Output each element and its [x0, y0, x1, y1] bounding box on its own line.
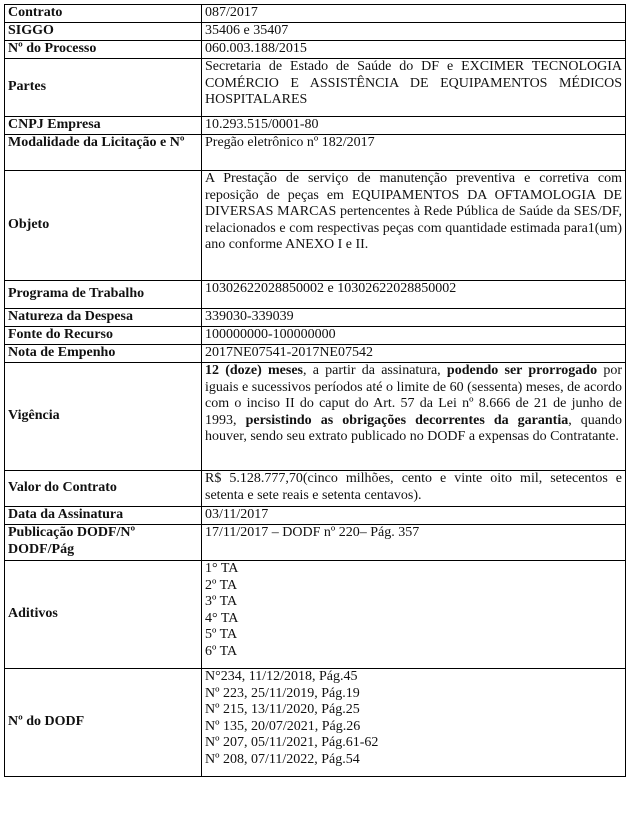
value-natureza: 339030-339039	[202, 309, 626, 327]
label-assinatura: Data da Assinatura	[5, 507, 202, 525]
dodf-item: N°234, 11/12/2018, Pág.45	[205, 669, 358, 684]
value-fonte: 100000000-100000000	[202, 327, 626, 345]
value-processo: 060.003.188/2015	[202, 41, 626, 59]
row-empenho	[5, 345, 626, 363]
label-partes: Partes	[5, 59, 202, 117]
row-fonte	[5, 327, 626, 345]
label-modalidade: Modalidade da Licitação e Nº	[5, 135, 202, 171]
value-aditivos	[202, 561, 626, 669]
value-assinatura: 03/11/2017	[202, 507, 626, 525]
value-vigencia	[202, 363, 626, 471]
row-siggo	[5, 23, 626, 41]
aditivo-item: 3º TA	[205, 594, 238, 609]
label-aditivos: Aditivos	[5, 561, 202, 669]
vigencia-prorrogacao: podendo ser prorrogado	[446, 363, 598, 378]
row-processo	[5, 41, 626, 59]
row-publicacao	[5, 525, 626, 561]
dodf-item: Nº 208, 07/11/2022, Pág.54	[205, 751, 360, 767]
row-contrato	[5, 5, 626, 23]
aditivo-item: 2º TA	[205, 577, 238, 593]
value-contrato: 087/2017	[202, 5, 626, 23]
dodf-item: Nº 135, 20/07/2021, Pág.26	[205, 718, 361, 734]
value-cnpj: 10.293.515/0001-80	[202, 117, 626, 135]
label-contrato: Contrato	[5, 5, 202, 23]
label-siggo: SIGGO	[5, 23, 202, 41]
label-valor: Valor do Contrato	[5, 471, 202, 507]
row-natureza	[5, 309, 626, 327]
aditivo-item: 4° TA	[205, 610, 239, 626]
dodf-item: Nº 223, 25/11/2019, Pág.19	[205, 685, 360, 701]
value-modalidade: Pregão eletrônico nº 182/2017	[202, 135, 626, 171]
vigencia-garantia: persistindo as obrigações decorrentes da garantia	[245, 412, 569, 428]
row-aditivos	[5, 561, 626, 669]
row-objeto	[5, 171, 626, 281]
value-siggo: 35406 e 35407	[202, 23, 626, 41]
row-cnpj	[5, 117, 626, 135]
aditivo-item: 5º TA	[205, 627, 238, 642]
value-valor: R$ 5.128.777,70(cinco milhões, cento e vinte oito mil, setecentos e setenta e sete reais e setenta centavos).	[202, 471, 626, 507]
vigencia-duration: 12 (doze) meses	[205, 363, 303, 378]
row-assinatura	[5, 507, 626, 525]
label-empenho: Nota de Empenho	[5, 345, 202, 363]
label-programa: Programa de Trabalho	[5, 281, 202, 309]
label-natureza: Natureza da Despesa	[5, 309, 202, 327]
vigencia-text-2: por iguais e sucessivos períodos até o limite de 60 (sessenta) meses, de acordo com o inciso II do caput do Art. 57 da Lei nº 8.666 de 21 de junho de 1993,	[205, 363, 622, 428]
value-empenho: 2017NE07541-2017NE07542	[202, 345, 626, 363]
label-dodf: Nº do DODF	[5, 669, 202, 777]
value-publicacao: 17/11/2017 – DODF nº 220– Pág. 357	[202, 525, 626, 561]
value-programa: 10302622028850002 e 10302622028850002	[202, 281, 626, 309]
value-dodf	[202, 669, 626, 777]
label-vigencia: Vigência	[5, 363, 202, 471]
label-cnpj: CNPJ Empresa	[5, 117, 202, 135]
row-modalidade	[5, 135, 626, 171]
contract-summary-table	[4, 4, 626, 777]
row-programa	[5, 281, 626, 309]
vigencia-text-3: , quando houver, sendo seu extrato publicado no DODF a expensas do Contratante.	[205, 412, 623, 444]
label-publicacao: Publicação DODF/Nº DODF/Pág	[5, 525, 202, 561]
row-valor	[5, 471, 626, 507]
aditivo-item: 1° TA	[205, 561, 239, 576]
row-vigencia	[5, 363, 626, 471]
vigencia-text-1: , a partir da assinatura,	[303, 363, 447, 378]
label-processo: Nº do Processo	[5, 41, 202, 59]
dodf-item: Nº 207, 05/11/2021, Pág.61-62	[205, 735, 379, 750]
aditivo-item: 6º TA	[205, 643, 238, 659]
value-objeto: A Prestação de serviço de manutenção preventiva e corretiva com reposição de peças em EQUIPAMENTOS DA OFTAMOLOGIA DE DIVERSAS MARCAS pertencentes à Rede Pública de Saúde da SES/DF, relacionados e com respectivas peças com quantidade estimada para1(um) ano conforme ANEXO I e II.	[202, 171, 626, 281]
label-fonte: Fonte do Recurso	[5, 327, 202, 345]
dodf-item: Nº 215, 13/11/2020, Pág.25	[205, 702, 360, 717]
value-partes: Secretaria de Estado de Saúde do DF e EXCIMER TECNOLOGIA COMÉRCIO E ASSISTÊNCIA DE EQUIPAMENTOS MÉDICOS HOSPITALARES	[202, 59, 626, 117]
label-objeto: Objeto	[5, 171, 202, 281]
row-dodf	[5, 669, 626, 777]
row-partes	[5, 59, 626, 117]
